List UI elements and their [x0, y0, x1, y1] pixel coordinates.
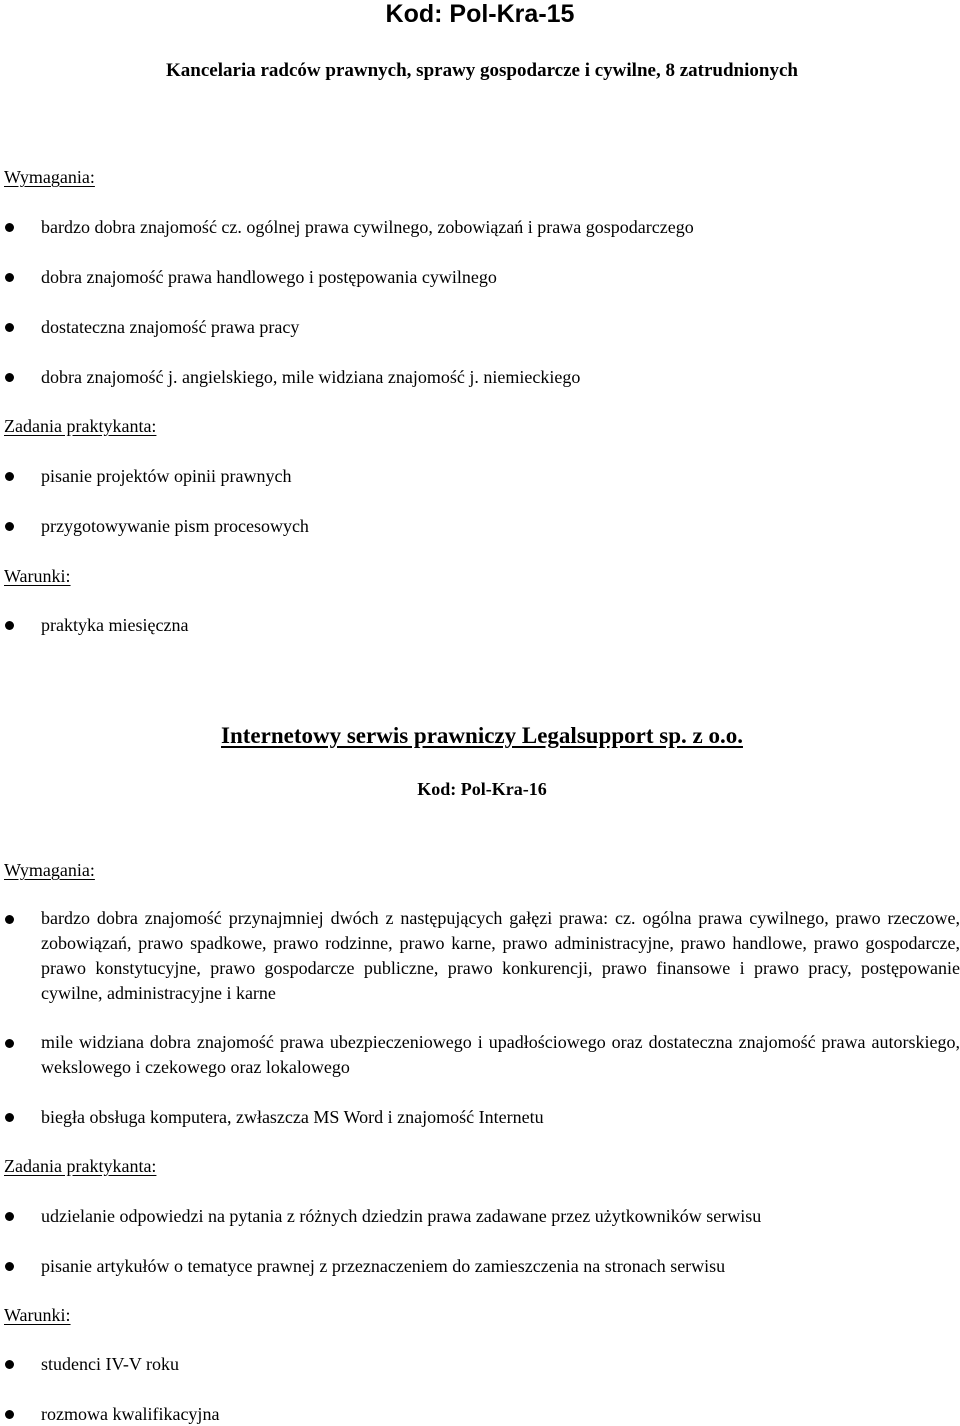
bullet-icon — [5, 1262, 14, 1271]
bullet-icon — [5, 273, 14, 282]
conditions-heading: Warunki: — [4, 566, 71, 586]
list-item: dobra znajomość prawa handlowego i postępowania cywilnego — [41, 267, 497, 287]
list-item: bardzo dobra znajomość cz. ogólnej prawa cywilnego, zobowiązań i prawa gospodarczego — [41, 217, 694, 237]
tasks-heading: Zadania praktykanta: — [4, 416, 157, 436]
bullet-icon — [5, 1410, 14, 1419]
list-item: udzielanie odpowiedzi na pytania z różnych dziedzin prawa zadawane przez użytkowników serwisu — [41, 1206, 762, 1226]
listing-code-title: Kod: Pol-Kra-15 — [385, 0, 575, 28]
bullet-icon — [5, 1360, 14, 1369]
bullet-icon — [5, 1212, 14, 1221]
list-item: rozmowa kwalifikacyjna — [41, 1404, 220, 1424]
bullet-icon — [5, 1113, 14, 1122]
tasks-heading: Zadania praktykanta: — [4, 1156, 157, 1176]
bullet-icon — [5, 472, 14, 481]
company-name: Internetowy serwis prawniczy Legalsupport sp. z o.o. — [221, 723, 743, 748]
list-item: dobra znajomość j. angielskiego, mile widziana znajomość j. niemieckiego — [41, 367, 581, 387]
bullet-icon — [5, 1039, 14, 1048]
conditions-heading: Warunki: — [4, 1305, 71, 1325]
list-item: biegła obsługa komputera, zwłaszcza MS Word i znajomość Internetu — [41, 1107, 544, 1127]
bullet-icon — [5, 522, 14, 531]
list-item: przygotowywanie pism procesowych — [41, 516, 309, 536]
list-item: mile widziana dobra znajomość prawa ubezpieczeniowego i upadłościowego oraz dostateczna znajomość prawa autorskiego, wekslowego i czekowego oraz lokalowego — [41, 1032, 960, 1077]
bullet-icon — [5, 621, 14, 630]
bullet-icon — [5, 373, 14, 382]
list-item: bardzo dobra znajomość przynajmniej dwóch z następujących gałęzi prawa: cz. ogólna prawa cywilnego, prawo rzeczowe, zobowiązań, prawo spadkowe, prawo rodzinne, prawo karne, prawo administracyjne, prawo handlowe, prawo gospodarcze, prawo konstytucyjne, prawo gospodarcze publiczne, prawo konkurencji, prawo finansowe i prawo pracy, postępowanie cywilne, administracyjne i karne — [41, 908, 960, 1003]
list-item: studenci IV-V roku — [41, 1354, 179, 1374]
listing-description: Kancelaria radców prawnych, sprawy gospodarcze i cywilne, 8 zatrudnionych — [166, 60, 798, 81]
list-item: dostateczna znajomość prawa pracy — [41, 317, 300, 337]
listing-code: Kod: Pol-Kra-16 — [417, 779, 547, 799]
requirements-heading: Wymagania: — [4, 860, 95, 880]
bullet-icon — [5, 915, 14, 924]
list-item: pisanie projektów opinii prawnych — [41, 466, 292, 486]
list-item: praktyka miesięczna — [41, 615, 189, 635]
bullet-icon — [5, 323, 14, 332]
list-item: pisanie artykułów o tematyce prawnej z przeznaczeniem do zamieszczenia na stronach serwisu — [41, 1256, 726, 1276]
bullet-icon — [5, 223, 14, 232]
requirements-heading: Wymagania: — [4, 167, 95, 187]
